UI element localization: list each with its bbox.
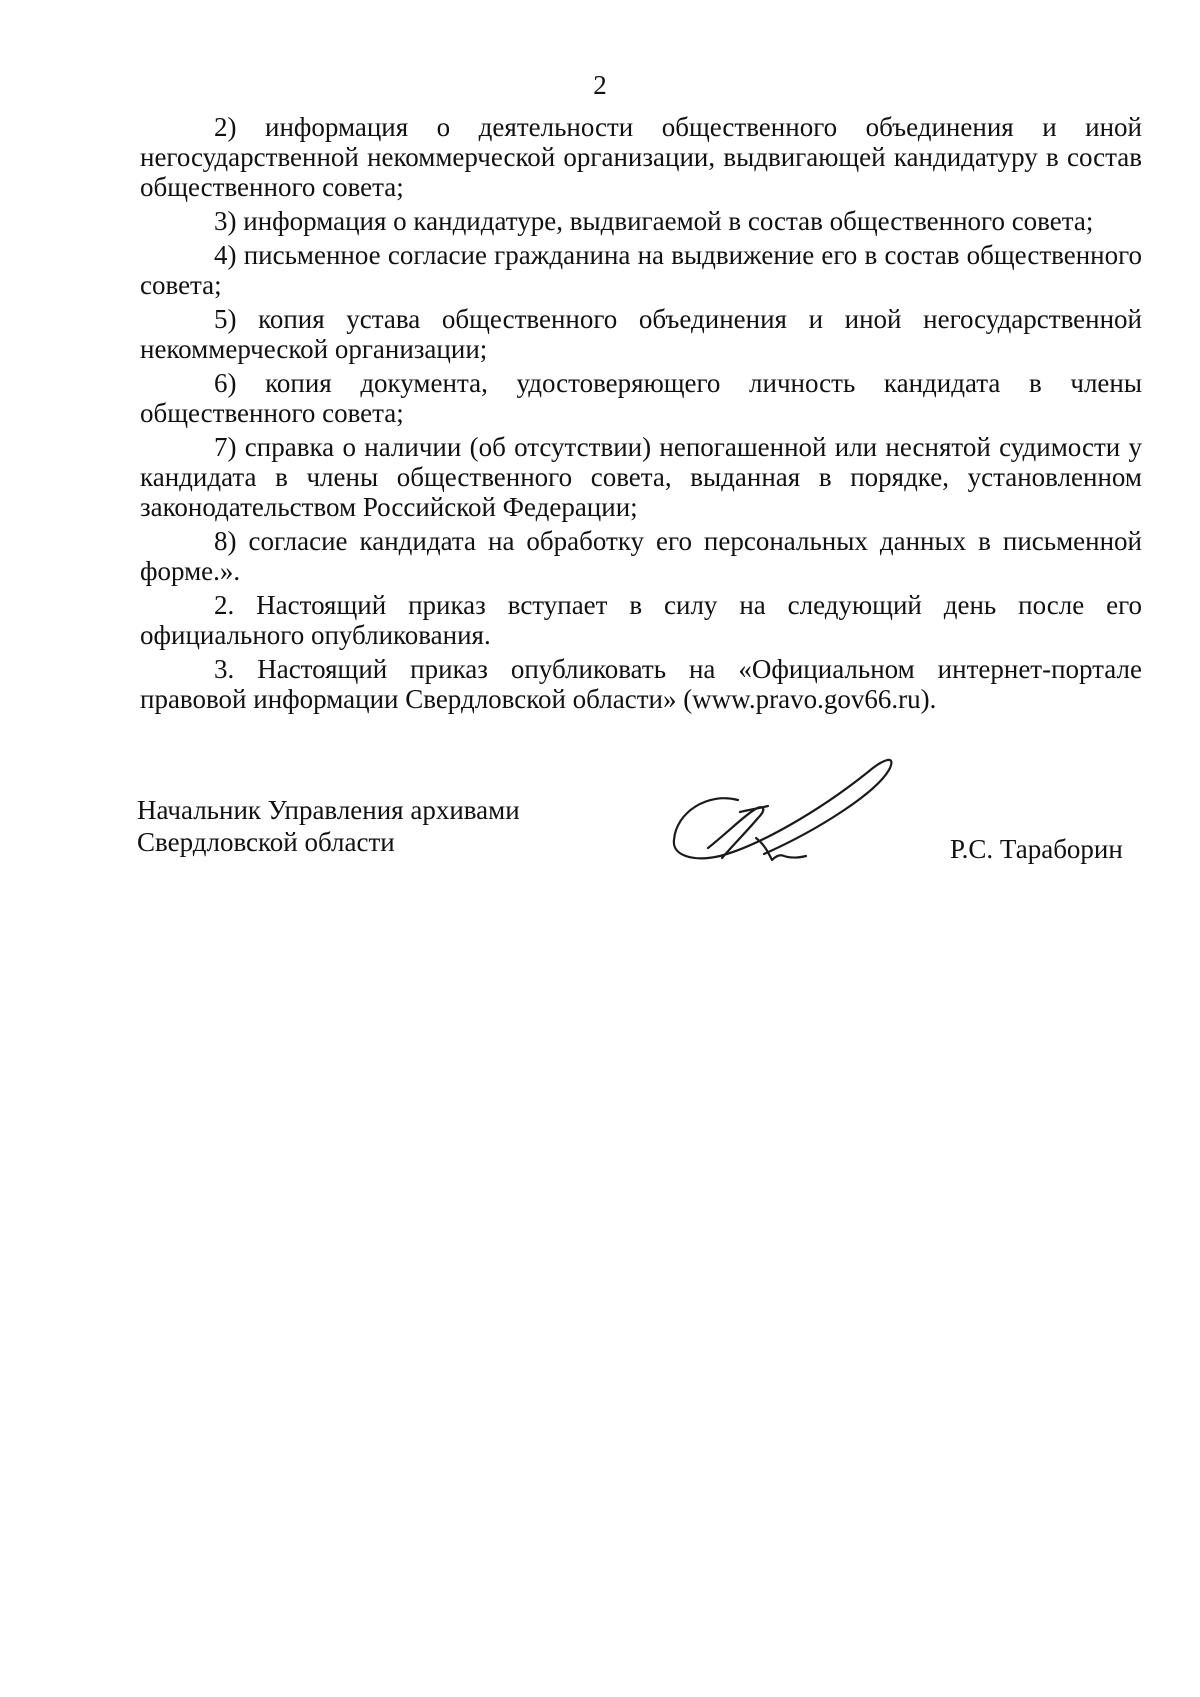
handwritten-signature bbox=[668, 752, 908, 872]
list-item-5: 5) копия устава общественного объединения и иной негосударственной некоммерческой организации; bbox=[140, 304, 1142, 364]
clause-3-publication: 3. Настоящий приказ опубликовать на «Официальном интернет-портале правовой информации Свердловской области» (www.pravo.gov66.ru). bbox=[140, 654, 1142, 714]
list-item-8: 8) согласие кандидата на обработку его персональных данных в письменной форме.». bbox=[140, 526, 1142, 586]
page-number: 2 bbox=[593, 70, 607, 100]
signatory-position bbox=[137, 794, 520, 858]
list-item-4: 4) письменное согласие гражданина на выдвижение его в состав общественного совета; bbox=[140, 240, 1142, 300]
list-item-6: 6) копия документа, удостоверяющего личность кандидата в члены общественного совета; bbox=[140, 368, 1142, 428]
list-item-3: 3) информация о кандидатуре, выдвигаемой в состав общественного совета; bbox=[214, 206, 1094, 236]
list-item-7: 7) справка о наличии (об отсутствии) непогашенной или неснятой судимости у кандидата в члены общественного совета, выданная в порядке, установленном законодательством Российской Федерации; bbox=[140, 432, 1142, 522]
signatory-name: Р.С. Тараборин bbox=[950, 834, 1123, 864]
signatory-position-line-1: Начальник Управления архивами bbox=[137, 795, 520, 825]
clause-2-effective-date: 2. Настоящий приказ вступает в силу на следующий день после его официального опубликования. bbox=[140, 590, 1142, 650]
signatory-position-line-2: Свердловской области bbox=[137, 827, 395, 857]
document-body bbox=[140, 112, 1142, 718]
list-item-2: 2) информация о деятельности общественного объединения и иной негосударственной некоммерческой организации, выдвигающей кандидатуру в состав общественного совета; bbox=[140, 112, 1142, 202]
